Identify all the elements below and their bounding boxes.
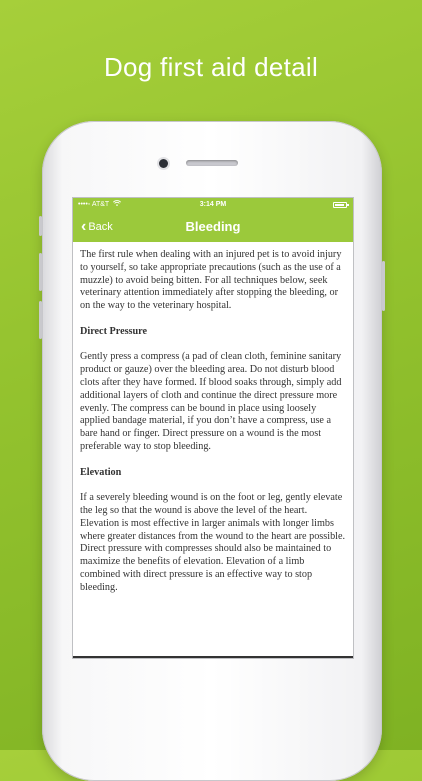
mute-switch [39, 216, 42, 236]
front-camera [159, 159, 168, 168]
phone-frame [42, 121, 382, 781]
article-content[interactable] [73, 242, 353, 658]
earpiece-speaker [186, 160, 238, 166]
hero-title: Dog first aid detail [103, 52, 319, 82]
screen-bottom-border [73, 656, 353, 658]
status-time: 3:14 PM [199, 201, 227, 208]
battery-icon [333, 202, 347, 208]
back-button[interactable] [81, 212, 113, 242]
page-title: Bleeding [185, 219, 241, 234]
chevron-left-icon: ‹ [81, 218, 87, 235]
section-body: If a severely bleeding wound is on the foot or leg, gently elevate the leg so that the wound is above the level of the heart. Elevation is most effective in larger animals with longer limbs where greater distances from the wound to the heart are possible. Direct pressure with compresses should also be maintained to maximize the benefits of elevation. Elevation of a limb combined with direct pressure is an effective way to stop bleeding. [80, 492, 346, 593]
status-bar [73, 198, 353, 212]
section-heading: Direct Pressure [80, 325, 148, 337]
navigation-bar [73, 212, 353, 242]
section-body: Gently press a compress (a pad of clean cloth, feminine sanitary product or gauze) over the bleeding area. Do not disturb blood clots after they have formed. If blood soaks through, simply add additional layers of cloth and continue the direct pressure more evenly. The compress can be bound in place using loosely applied bandage material, if you don’t have a compress, use a bare hand or finger. Direct pressure on a wound is the most preferable way to stop bleeding. [80, 351, 342, 452]
carrier-label: ••••◦ AT&T [78, 201, 110, 208]
phone-screen [72, 197, 354, 659]
back-label: Back [88, 221, 113, 233]
article-intro: The first rule when dealing with an injured pet is to avoid injury to yourself, so take appropriate precautions (such as the use of a muzzle) to avoid being bitten. For all techniques below, seek veterinary attention immediately after stopping the bleeding, or on the way to the veterinary hospital. [80, 249, 342, 312]
volume-up-button [39, 253, 42, 291]
volume-down-button [39, 301, 42, 339]
section-heading: Elevation [80, 466, 122, 478]
power-button [382, 261, 385, 311]
